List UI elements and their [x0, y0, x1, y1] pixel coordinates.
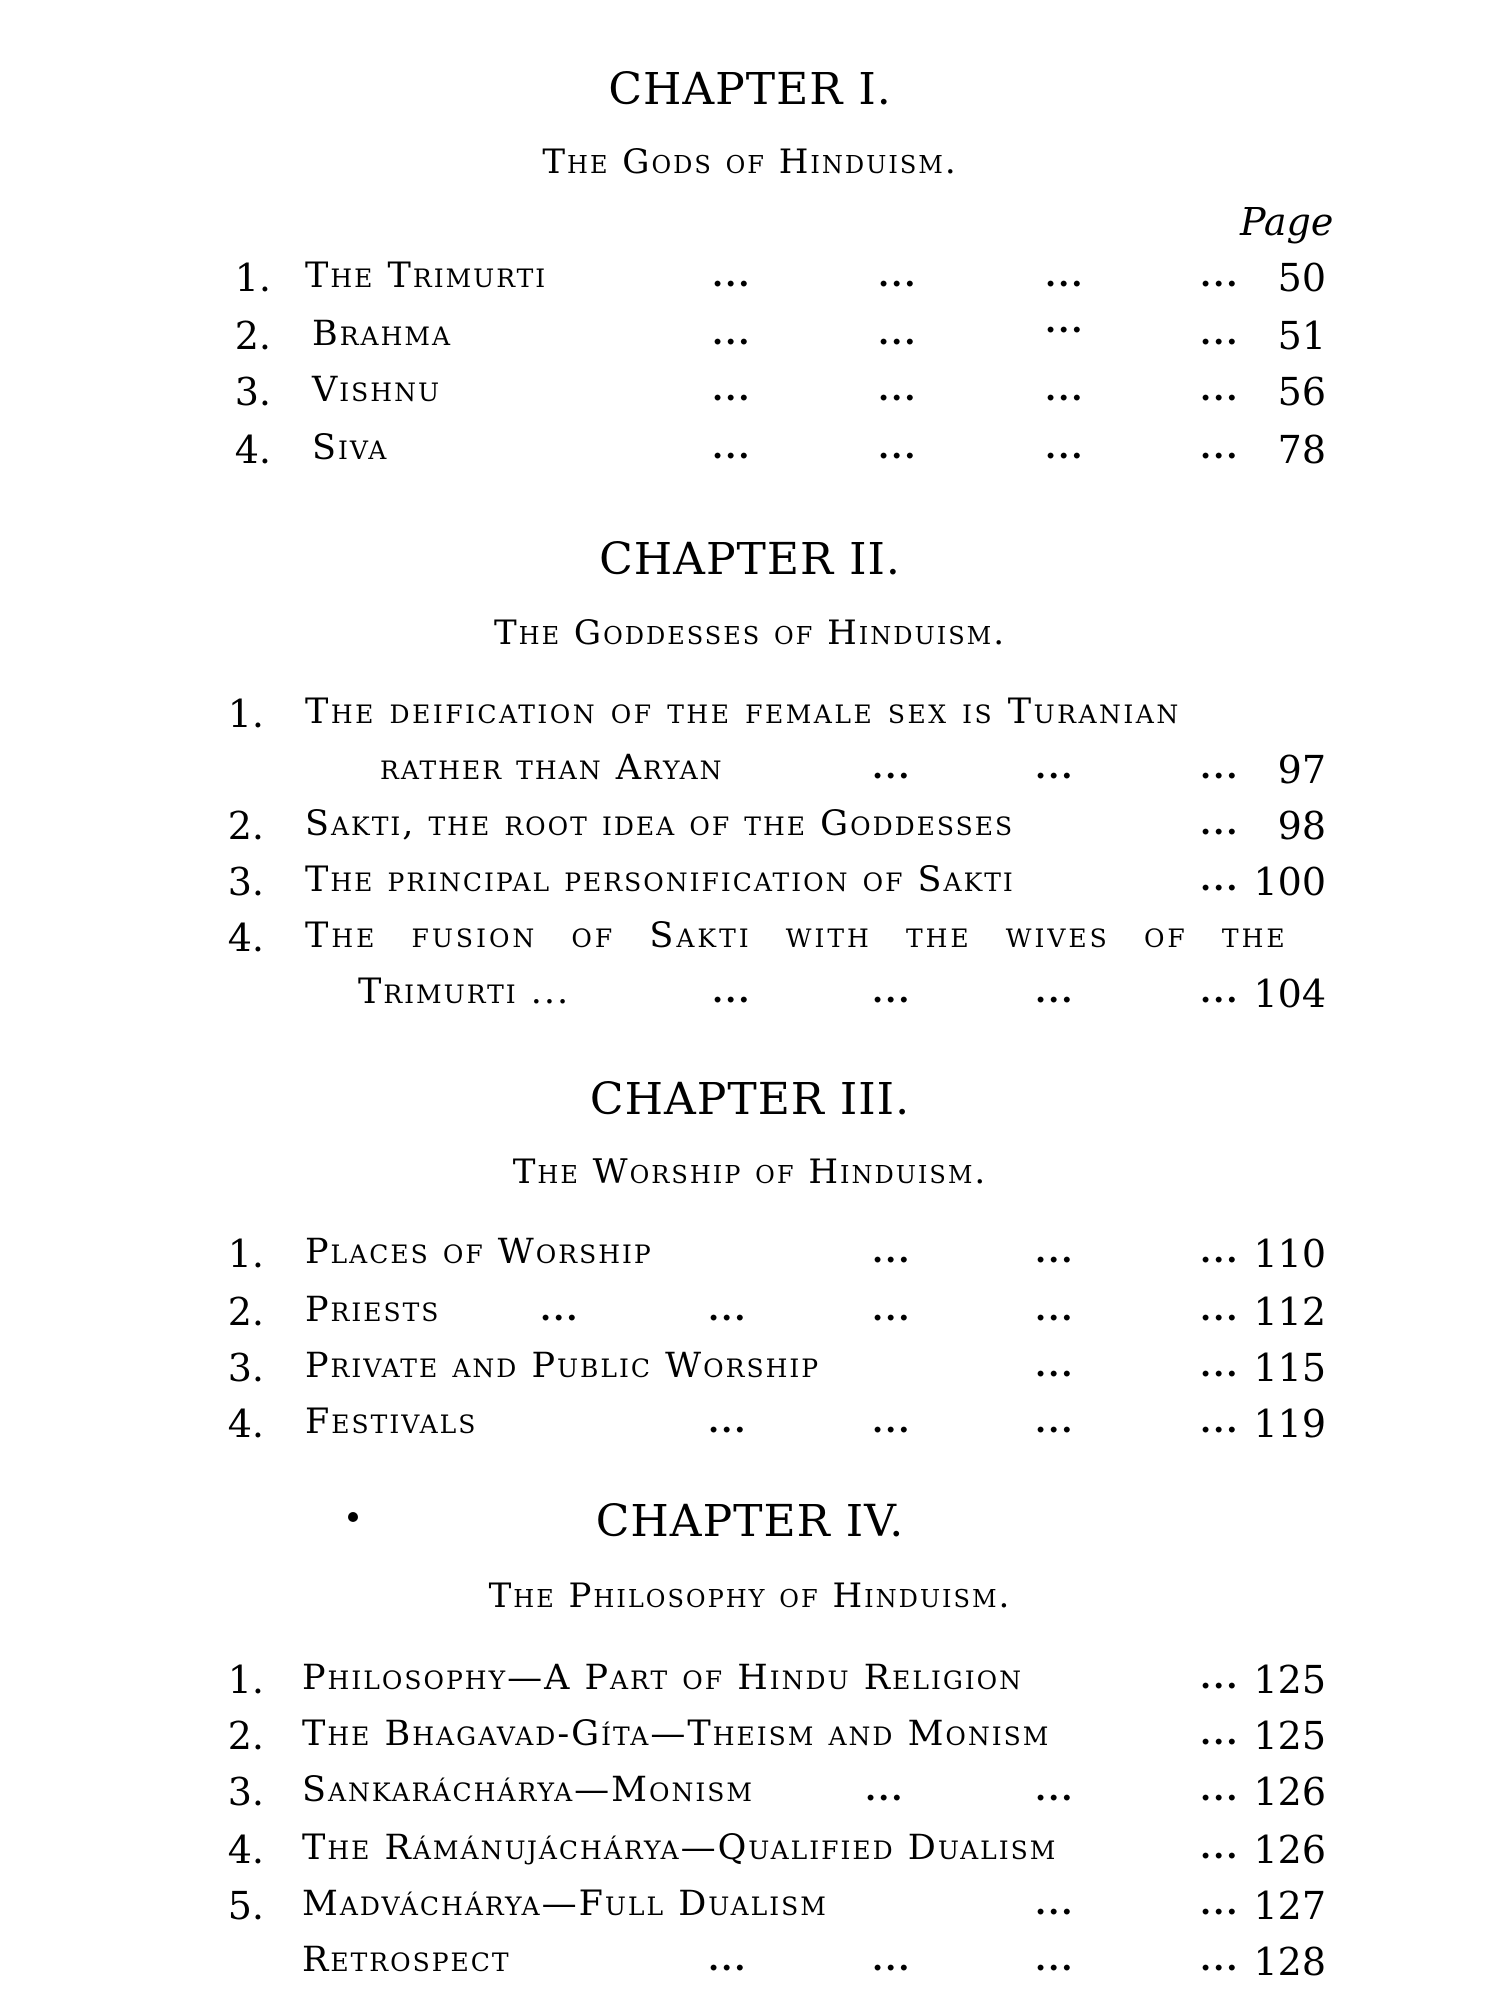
toc-entry-continued[interactable] — [0, 972, 1500, 1028]
leader-dots: ... — [1200, 370, 1240, 408]
chapter-subtitle: The Gods of Hinduism. — [542, 142, 958, 182]
entry-title-continued: rather than Aryan — [380, 748, 724, 788]
entry-title: Retrospect — [302, 1940, 511, 1980]
leader-dots: ... — [878, 256, 918, 294]
leader-dots: ... — [712, 428, 752, 466]
leader-dots: ... — [1035, 1940, 1075, 1978]
entry-page: 112 — [1253, 1290, 1326, 1334]
entry-title: Brahma — [312, 314, 453, 354]
leader-dots: ... — [708, 1940, 748, 1978]
entry-page: 110 — [1253, 1232, 1326, 1276]
entry-number: 4. — [234, 428, 271, 472]
leader-dots: ... — [1200, 1884, 1240, 1922]
entry-page: 119 — [1253, 1402, 1326, 1446]
entry-number: 3. — [227, 860, 264, 904]
leader-dots: ... — [1200, 860, 1240, 898]
toc-entry[interactable] — [0, 428, 1500, 484]
leader-dots: ... — [1200, 1658, 1240, 1696]
toc-entry[interactable] — [0, 1714, 1500, 1770]
entry-number: 2. — [227, 1714, 264, 1758]
leader-dots: ... — [1200, 1714, 1240, 1752]
leader-dots: ... — [1200, 804, 1240, 842]
toc-entry[interactable] — [0, 860, 1500, 916]
leader-dots: ... — [1200, 314, 1240, 352]
entry-number: 5. — [227, 1884, 264, 1928]
leader-dots: ... — [708, 1290, 748, 1328]
entry-number: 4. — [227, 1828, 264, 1872]
entry-title: Madváchárya—Full Dualism — [302, 1884, 828, 1924]
entry-page: 128 — [1253, 1940, 1326, 1984]
leader-dots: ... — [712, 972, 752, 1010]
entry-title: Philosophy—A Part of Hindu Religion — [302, 1658, 1024, 1698]
entry-number: 2. — [234, 314, 271, 358]
leader-dots: ... — [865, 1770, 905, 1808]
leader-dots: ... — [1200, 1232, 1240, 1270]
leader-dots: ... — [1045, 302, 1085, 340]
leader-dots: ... — [1200, 1770, 1240, 1808]
entry-number: 3. — [227, 1770, 264, 1814]
entry-page: 115 — [1253, 1346, 1326, 1390]
leader-dots: ... — [1200, 748, 1240, 786]
entry-title: The Trimurti — [305, 256, 548, 296]
toc-entry[interactable] — [0, 1658, 1500, 1714]
chapter-heading: CHAPTER III. — [589, 1074, 911, 1125]
entry-title: The Bhagavad-Gíta—Theism and Monism — [302, 1714, 1051, 1754]
entry-title: Vishnu — [312, 370, 442, 410]
chapter-subtitle: The Goddesses of Hinduism. — [493, 613, 1007, 653]
leader-dots: ... — [712, 256, 752, 294]
toc-entry[interactable] — [0, 370, 1500, 426]
entry-number: 1. — [227, 1232, 264, 1276]
toc-entry[interactable] — [0, 1828, 1500, 1884]
leader-dots: ... — [878, 314, 918, 352]
toc-entry-continued[interactable] — [0, 748, 1500, 804]
entry-number: 1. — [234, 256, 271, 300]
leader-dots: ... — [1200, 1940, 1240, 1978]
entry-page: 97 — [1277, 748, 1326, 792]
entry-page: 51 — [1277, 314, 1326, 358]
leader-dots: ... — [878, 428, 918, 466]
leader-dots: ... — [1035, 1346, 1075, 1384]
toc-entry[interactable] — [0, 1402, 1500, 1458]
leader-dots: ... — [1200, 1346, 1240, 1384]
entry-title: The Rámánujáchárya—Qualified Dualism — [302, 1828, 1058, 1868]
leader-dots: ... — [1045, 256, 1085, 294]
leader-dots: ... — [1035, 1232, 1075, 1270]
entry-title: Siva — [312, 428, 389, 468]
leader-dots: ... — [540, 1290, 580, 1328]
entry-title: Places of Worship — [305, 1232, 653, 1272]
entry-number: 1. — [227, 1658, 264, 1702]
leader-dots: ... — [1045, 370, 1085, 408]
entry-page: 100 — [1253, 860, 1326, 904]
entry-page: 104 — [1253, 972, 1326, 1016]
chapter-heading: CHAPTER II. — [599, 534, 901, 585]
leader-dots: ... — [872, 972, 912, 1010]
entry-number: 4. — [227, 916, 264, 960]
entry-page: 50 — [1277, 256, 1326, 300]
entry-title: The principal personification of Sakti — [305, 860, 1015, 900]
entry-page: 127 — [1253, 1884, 1326, 1928]
leader-dots: ... — [872, 1402, 912, 1440]
entry-page: 78 — [1277, 428, 1326, 472]
entry-title: Priests — [305, 1290, 441, 1330]
leader-dots: ... — [1200, 428, 1240, 466]
entry-page: 126 — [1253, 1828, 1326, 1872]
entry-page: 126 — [1253, 1770, 1326, 1814]
chapter-subtitle: The Philosophy of Hinduism. — [488, 1576, 1012, 1616]
leader-dots: ... — [1035, 1290, 1075, 1328]
leader-dots: ... — [712, 314, 752, 352]
leader-dots: ... — [1200, 256, 1240, 294]
entry-page: 125 — [1253, 1714, 1326, 1758]
chapter-heading: CHAPTER I. — [608, 64, 892, 115]
leader-dots: ... — [712, 370, 752, 408]
toc-entry[interactable] — [0, 302, 1500, 370]
entry-title-continued: Trimurti ... — [358, 972, 571, 1012]
leader-dots: ... — [1045, 428, 1085, 466]
entry-title: Private and Public Worship — [305, 1346, 821, 1386]
entry-number: 2. — [227, 1290, 264, 1334]
toc-entry[interactable] — [0, 692, 1500, 748]
entry-number: 4. — [227, 1402, 264, 1446]
entry-page: 98 — [1277, 804, 1326, 848]
leader-dots: ... — [1035, 1884, 1075, 1922]
entry-page: 125 — [1253, 1658, 1326, 1702]
entry-title: The deification of the female sex is Turanian — [305, 692, 1181, 732]
toc-entry[interactable] — [0, 916, 1500, 972]
toc-entry[interactable] — [0, 1940, 1500, 1996]
leader-dots: ... — [708, 1402, 748, 1440]
leader-dots: ... — [872, 748, 912, 786]
leader-dots: ... — [1035, 972, 1075, 1010]
leader-dots: ... — [1200, 1828, 1240, 1866]
toc-entry[interactable] — [0, 1770, 1500, 1826]
page-column-header: Page — [1240, 200, 1334, 244]
chapter-heading: CHAPTER IV. — [595, 1496, 905, 1547]
toc-entry[interactable] — [0, 256, 1500, 312]
entry-page: 56 — [1277, 370, 1326, 414]
entry-title: Festivals — [305, 1402, 478, 1442]
entry-number: 3. — [227, 1346, 264, 1390]
entry-number: 2. — [227, 804, 264, 848]
leader-dots: ... — [872, 1232, 912, 1270]
leader-dots: ... — [872, 1940, 912, 1978]
leader-dots: ... — [1200, 1402, 1240, 1440]
entry-title: Sakti, the root idea of the Goddesses — [305, 804, 1015, 844]
leader-dots: ... — [878, 370, 918, 408]
toc-entry[interactable] — [0, 1232, 1500, 1288]
entry-title: The fusion of Sakti with the wives of the — [305, 916, 1288, 956]
toc-entry[interactable] — [0, 1884, 1500, 1940]
chapter-subtitle: The Worship of Hinduism. — [512, 1152, 988, 1192]
leader-dots: ... — [872, 1290, 912, 1328]
entry-number: 3. — [234, 370, 271, 414]
leader-dots: ... — [1200, 972, 1240, 1010]
entry-number: 1. — [227, 692, 264, 736]
leader-dots: ... — [1035, 1770, 1075, 1808]
entry-title: Sankaráchárya—Monism — [302, 1770, 754, 1810]
toc-entry[interactable] — [0, 1346, 1500, 1402]
toc-entry[interactable] — [0, 804, 1500, 860]
leader-dots: ... — [1035, 748, 1075, 786]
leader-dots: ... — [1200, 1290, 1240, 1328]
toc-entry[interactable] — [0, 1290, 1500, 1346]
leader-dots: ... — [1035, 1402, 1075, 1440]
